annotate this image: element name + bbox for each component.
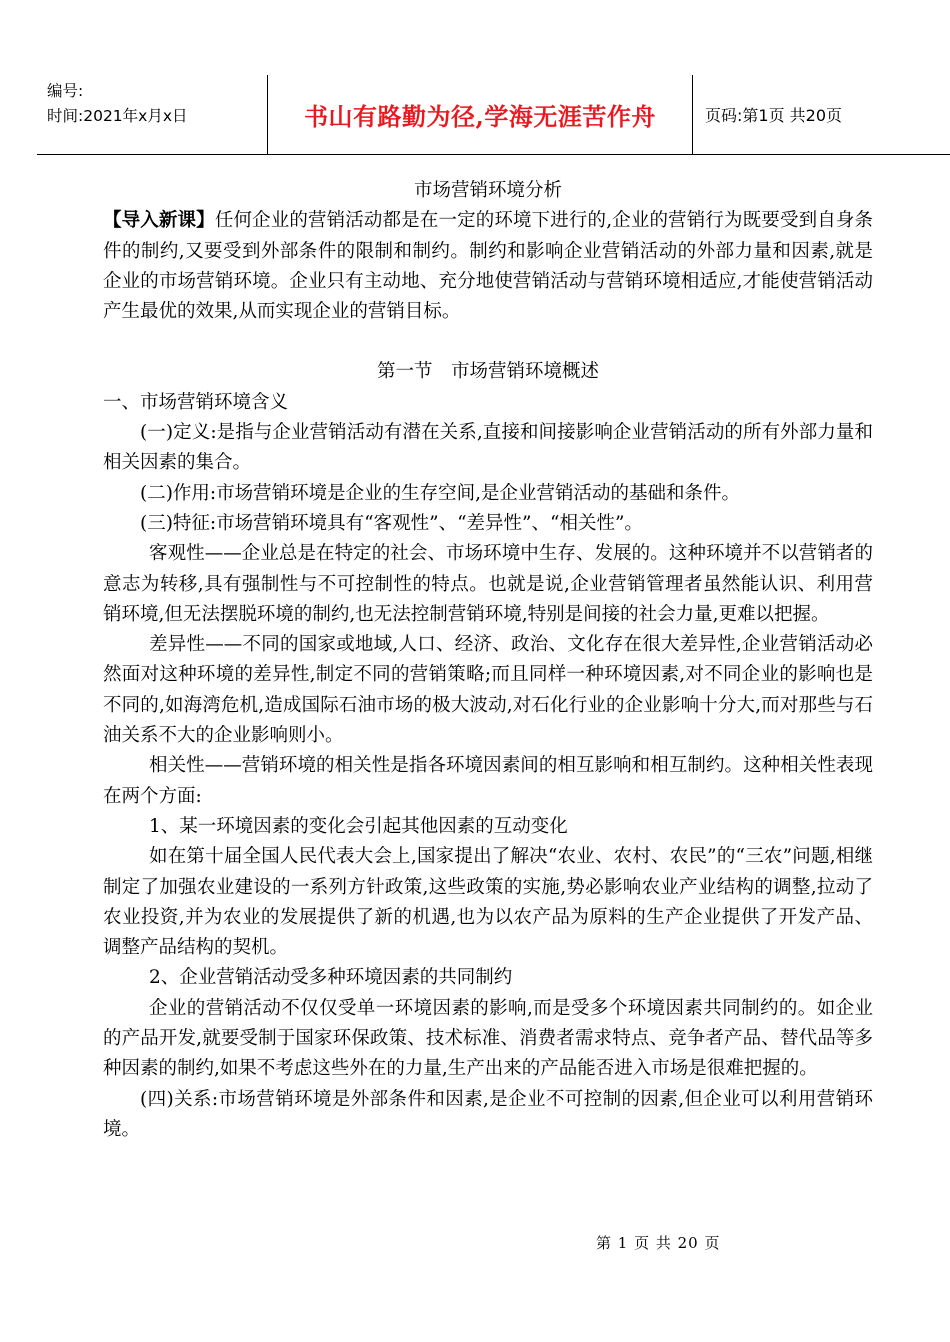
objective-paragraph: 客观性——企业总是在特定的社会、市场环境中生存、发展的。这种环境并不以营销者的意志为转移,具有强制性与不可控制性的特点。也就是说,企业营销管理者虽然能认识、利用营销环境,但无法摆脱环境的制约,也无法控制营销环境,特别是间接的社会力量,更难以把握。: [103, 543, 873, 625]
header-motto-cell: [267, 75, 693, 154]
intro-label: 【导入新课】: [103, 210, 215, 232]
definition-paragraph: (一)定义:是指与企业营销活动有潜在关系,直接和间接影响企业营销活动的所有外部力量和相关因素的集合。: [103, 422, 873, 474]
relevance-paragraph: 相关性——营销环境的相关性是指各环境因素间的相互影响和相互制约。这种相关性表现在两个方面:: [103, 755, 873, 807]
features-paragraph: (三)特征:市场营销环境具有“客观性”、“差异性”、“相关性”。: [140, 512, 643, 534]
relation-paragraph: (四)关系:市场营销环境是外部条件和因素,是企业不可控制的因素,但企业可以利用营销环境。: [103, 1088, 873, 1140]
time-label: 时间:2021年x月x日: [47, 107, 188, 125]
page-footer: 第 1 页 共 20 页: [596, 1234, 721, 1252]
motto-text: 书山有路勤为径,学海无涯苦作舟: [304, 102, 656, 131]
intro-text: 任何企业的营销活动都是在一定的环境下进行的,企业的营销行为既要受到自身条件的制约,又要受到外部条件的限制和制约。制约和影响企业营销活动的外部力量和因素,就是企业的市场营销环境。企业只有主动地、充分地使营销活动与营销环境相适应,才能使营销活动产生最优的效果,从而实现企业的营销目标。: [103, 210, 873, 323]
point-1-paragraph: 如在第十届全国人民代表大会上,国家提出了解决“农业、农村、农民”的“三农”问题,相继制定了加强农业建设的一系列方针政策,这些政策的实施,势必影响农业产业结构的调整,拉动了农业投资,并为农业的发展提供了新的机遇,也为以农产品为原料的生产企业提供了开发产品、调整产品结构的契机。: [103, 846, 873, 959]
subsection-heading: 一、市场营销环境含义: [103, 391, 289, 413]
header-meta: [37, 75, 267, 154]
point-1-heading: 1、某一环境因素的变化会引起其他因素的互动变化: [149, 815, 568, 837]
serial-label: 编号:: [47, 82, 84, 100]
header-table: [37, 75, 950, 155]
point-2-heading: 2、企业营销活动受多种环境因素的共同制约: [149, 967, 513, 989]
point-2-paragraph: 企业的营销活动不仅仅受单一环境因素的影响,而是受多个环境因素共同制约的。如企业的产品开发,就要受制于国家环保政策、技术标准、消费者需求特点、竞争者产品、替代品等多种因素的制约,如果不考虑这些外在的力量,生产出来的产品能否进入市场是很难把握的。: [103, 997, 873, 1080]
difference-paragraph: 差异性——不同的国家或地域,人口、经济、政治、文化存在很大差异性,企业营销活动必然面对这种环境的差异性,制定不同的营销策略;而且同样一种环境因素,对不同企业的影响也是不同的,如海湾危机,造成国际石油市场的极大波动,对石化行业的企业影响十分大,而对那些与石油关系不大的企业影响则小。: [103, 634, 873, 747]
role-paragraph: (二)作用:市场营销环境是企业的生存空间,是企业营销活动的基础和条件。: [140, 482, 741, 504]
document-body: [103, 176, 873, 1145]
header-page-info: [693, 75, 950, 154]
document-title: 市场营销环境分析: [413, 180, 562, 201]
page-info-text: 页码:第1页 共20页: [705, 106, 843, 125]
section-title: 第一节 市场营销环境概述: [376, 361, 599, 383]
intro-paragraph: [103, 206, 873, 327]
